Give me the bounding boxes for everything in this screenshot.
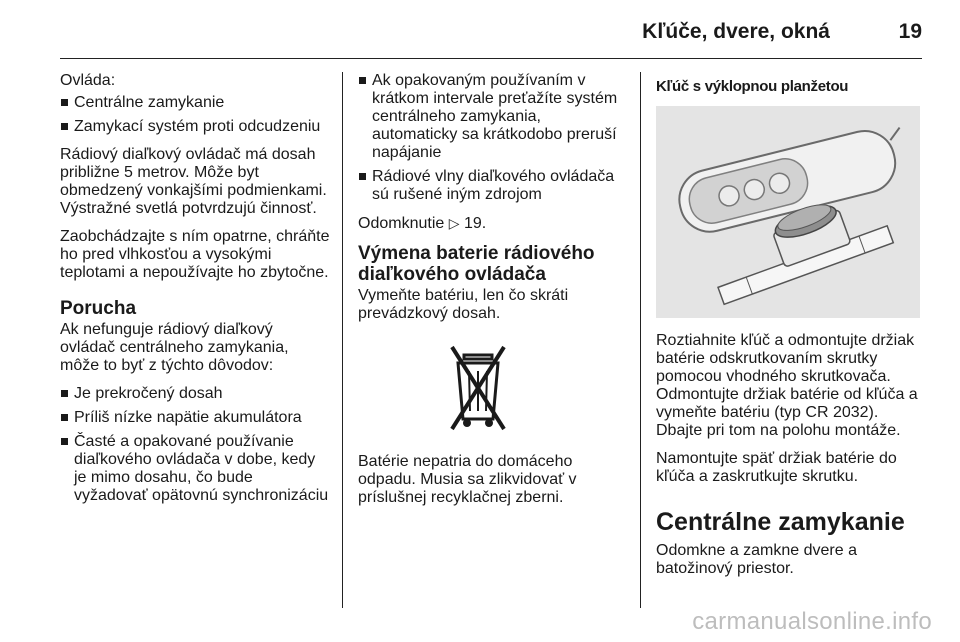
list-item: Časté a opakované používanie diaľkového ovládača v dobe, kedy je mimo dosahu, čo bude vyžadovať opätovnú synchronizáciu — [60, 433, 330, 505]
page-number: 19 — [898, 20, 922, 43]
header-divider — [60, 58, 922, 59]
column-right — [656, 72, 924, 588]
list-item: Príliš nízke napätie akumulátora — [60, 409, 330, 427]
reference-arrow-icon: ▷ — [448, 215, 460, 231]
section-heading-central-locking: Centrálne zamykanie — [656, 508, 905, 536]
fault-list — [60, 385, 330, 505]
disposal-paragraph: Batérie nepatria do domáceho odpadu. Musia sa zlikvidovať v príslušnej recyklačnej zberni. — [358, 453, 577, 506]
fault-paragraph: Ak nefunguje rádiový diaľkový ovládač centrálneho zamykania, môže to byť z týchto dôvodov: — [60, 321, 289, 374]
reference-label: Odomknutie — [358, 215, 445, 232]
fault-list-continued — [358, 72, 626, 204]
folding-key-illustration — [656, 106, 920, 318]
control-list — [60, 94, 330, 136]
subheading-folding-key: Kľúč s výklopnou planžetou — [656, 78, 849, 95]
watermark: carmanualsonline.info — [692, 608, 932, 635]
crossed-out-bin-icon — [438, 341, 518, 435]
list-item: Centrálne zamykanie — [60, 94, 330, 112]
reference-page: 19. — [463, 215, 487, 232]
column-divider — [342, 72, 343, 608]
section-heading-battery: Výmena baterie rádiového diaľkového ovládača — [358, 243, 595, 285]
cross-reference — [358, 214, 626, 233]
list-item: Je prekročený dosah — [60, 385, 330, 403]
list-item: Zamykací systém proti odcudzeniu — [60, 118, 330, 136]
central-locking-paragraph: Odomkne a zamkne dvere a batožinový priestor. — [656, 542, 857, 577]
column-left — [60, 72, 330, 515]
range-paragraph: Rádiový diaľkový ovládač má dosah približne 5 metrov. Môže byt obmedzený vonkajšími podmienkami. Výstražné svetlá potvrdzujú činnosť. — [60, 146, 327, 217]
care-paragraph: Zaobchádzajte s ním opatrne, chráňte ho pred vlhkosťou a vysokými teplotami a nepoužívajte ho zbytočne. — [60, 228, 330, 281]
list-item: Ak opakovaným používaním v krátkom intervale preťažíte systém centrálneho zamykania, automaticky sa krátkodobo preruší napájanie — [358, 72, 626, 162]
page-header-title: Kľúče, dvere, okná — [642, 20, 830, 43]
reinstall-paragraph: Namontujte späť držiak batérie do kľúča a zaskrutkujte skrutku. — [656, 450, 897, 485]
column-divider — [640, 72, 641, 608]
list-item: Rádiové vlny diaľkového ovládača sú rušené iným zdrojom — [358, 168, 626, 204]
remove-battery-paragraph: Roztiahnite kľúč a odmontujte držiak batérie odskrutkovaním skrutky pomocou vhodného skrutkovača. Odmontujte držiak batérie od kľúča a vymeňte batériu (typ CR 2032). Dbajte pri tom na polohu montáže. — [656, 332, 918, 439]
section-heading-porucha: Porucha — [60, 298, 137, 319]
intro-text: Ovláda: — [60, 72, 116, 89]
battery-paragraph: Vymeňte batériu, len čo skráti prevádzkový dosah. — [358, 287, 569, 322]
column-middle — [358, 72, 626, 517]
